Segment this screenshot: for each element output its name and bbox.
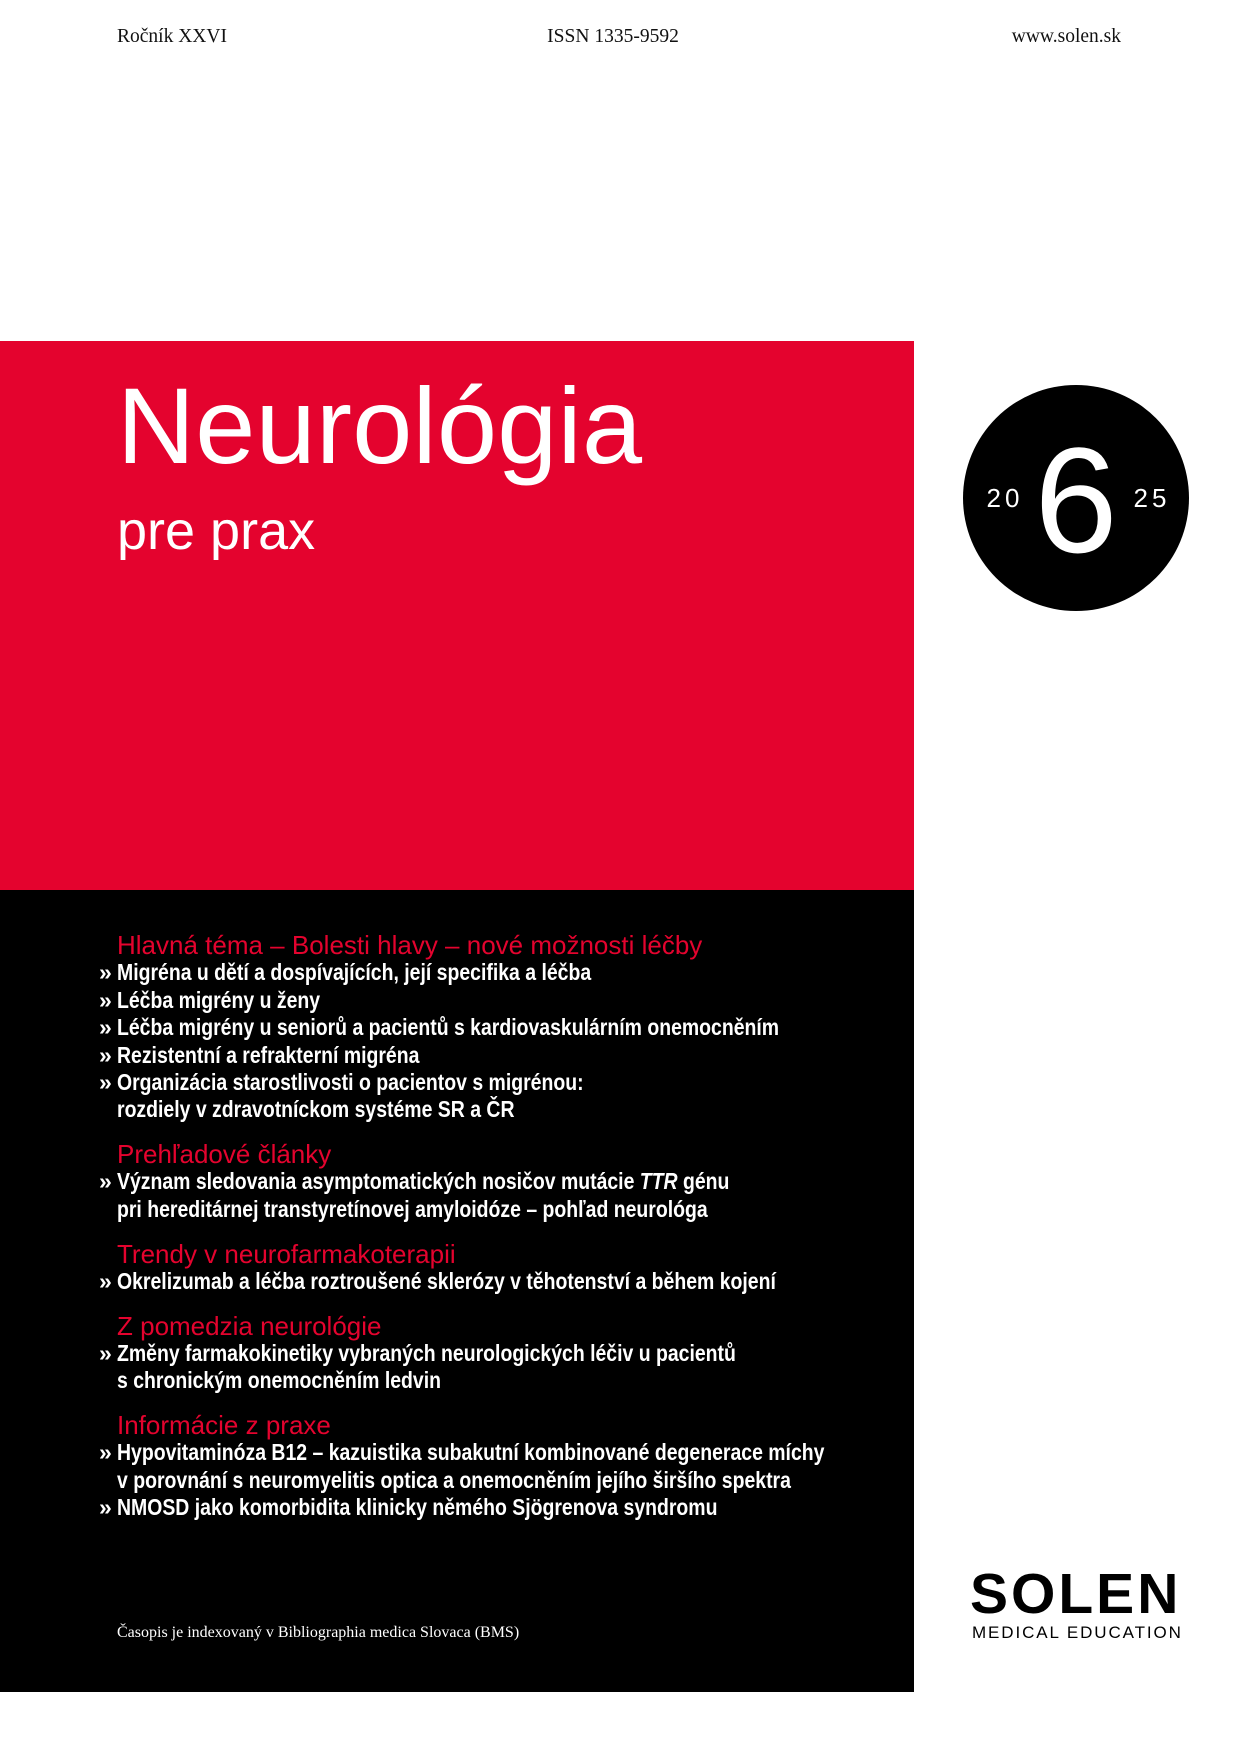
bullet-marker: » (99, 959, 112, 986)
article-item (0, 1069, 914, 1124)
publisher-tagline: MEDICAL EDUCATION (972, 1623, 1183, 1642)
article-item (0, 1168, 914, 1223)
issn-label: ISSN 1335-9592 (547, 26, 679, 47)
bullet-marker: » (99, 1494, 112, 1521)
article-line (0, 1340, 914, 1367)
article-item (0, 1494, 914, 1521)
article-item (0, 959, 914, 986)
article-title-continued: v porovnání s neuromyelitis optica a onemocněním jejího širšího spektra (117, 1466, 791, 1493)
publisher-name: SOLEN (970, 1562, 1182, 1626)
bullet-marker: » (99, 1339, 112, 1366)
section-heading: Trendy v neurofarmakoterapii (117, 1238, 456, 1269)
article-item (0, 1014, 914, 1041)
website-label: www.solen.sk (1011, 26, 1121, 47)
issue-number: 6 (1034, 416, 1118, 584)
journal-title: Neurológia (117, 365, 643, 486)
section-main-topic (0, 932, 914, 1124)
article-title: Léčba migrény u seniorů a pacientů s kardiovaskulárním onemocněním (117, 1014, 780, 1041)
gene-name: TTR (639, 1168, 678, 1195)
bullet-marker: » (99, 1068, 112, 1095)
article-title-continued: s chronickým onemocněním ledvin (117, 1367, 442, 1394)
article-line (0, 1367, 914, 1394)
section-review-articles (0, 1141, 914, 1223)
issue-year-right: 25 (1133, 483, 1171, 513)
article-title: Rezistentní a refrakterní migréna (117, 1041, 420, 1068)
article-line (0, 1069, 914, 1096)
article-line (0, 1439, 914, 1466)
bullet-marker: » (99, 1041, 112, 1068)
article-title-continued: rozdiely v zdravotníckom systéme SR a ČR (117, 1096, 515, 1123)
section-trends (0, 1238, 914, 1296)
section-heading: Z pomedzia neurológie (117, 1310, 382, 1341)
article-title: Hypovitaminóza B12 – kazuistika subakutní kombinované degenerace míchy (117, 1439, 825, 1466)
title-segment: Význam sledovania asymptomatických nosičov mutácie (117, 1168, 640, 1195)
article-line (0, 1096, 914, 1123)
bullet-marker: » (99, 1014, 112, 1041)
article-item (0, 987, 914, 1014)
article-title: NMOSD jako komorbidita klinicky němého Sjögrenova syndromu (117, 1494, 718, 1521)
title-segment: génu (677, 1168, 730, 1195)
bullet-marker: » (99, 986, 112, 1013)
indexing-note: Časopis je indexovaný v Bibliographia medica Slovaca (BMS) (117, 1624, 520, 1641)
article-item (0, 1268, 914, 1295)
section-heading: Informácie z praxe (117, 1410, 331, 1441)
bullet-marker: » (99, 1168, 112, 1195)
issue-year-left: 20 (986, 483, 1024, 513)
bullet-marker: » (99, 1267, 112, 1294)
article-line (0, 1168, 914, 1195)
section-heading: Hlavná téma – Bolesti hlavy – nové možnosti léčby (117, 930, 703, 960)
article-title: Okrelizumab a léčba roztroušené sklerózy v těhotenství a během kojení (117, 1267, 776, 1294)
section-interdisciplinary (0, 1310, 914, 1395)
article-line (0, 1196, 914, 1223)
article-item (0, 1042, 914, 1069)
article-item (0, 1439, 914, 1494)
article-title: Organizácia starostlivosti o pacientov s migrénou: (117, 1068, 584, 1095)
article-title-continued: pri hereditárnej transtyretínovej amyloidóze – pohľad neurológa (117, 1195, 708, 1222)
bullet-marker: » (99, 1439, 112, 1466)
section-practice (0, 1412, 914, 1522)
article-title (117, 1168, 729, 1195)
article-item (0, 1340, 914, 1395)
article-title: Migréna u dětí a dospívajících, její specifika a léčba (117, 959, 592, 986)
issue-badge (963, 385, 1189, 611)
volume-label: Ročník XXVI (117, 26, 227, 47)
article-line (0, 1467, 914, 1494)
section-heading: Prehľadové články (117, 1139, 332, 1170)
article-title: Léčba migrény u ženy (117, 986, 321, 1013)
article-title: Změny farmakokinetiky vybraných neurologických léčiv u pacientů (117, 1339, 736, 1366)
journal-subtitle: pre prax (117, 501, 316, 561)
table-of-contents (0, 932, 914, 1522)
